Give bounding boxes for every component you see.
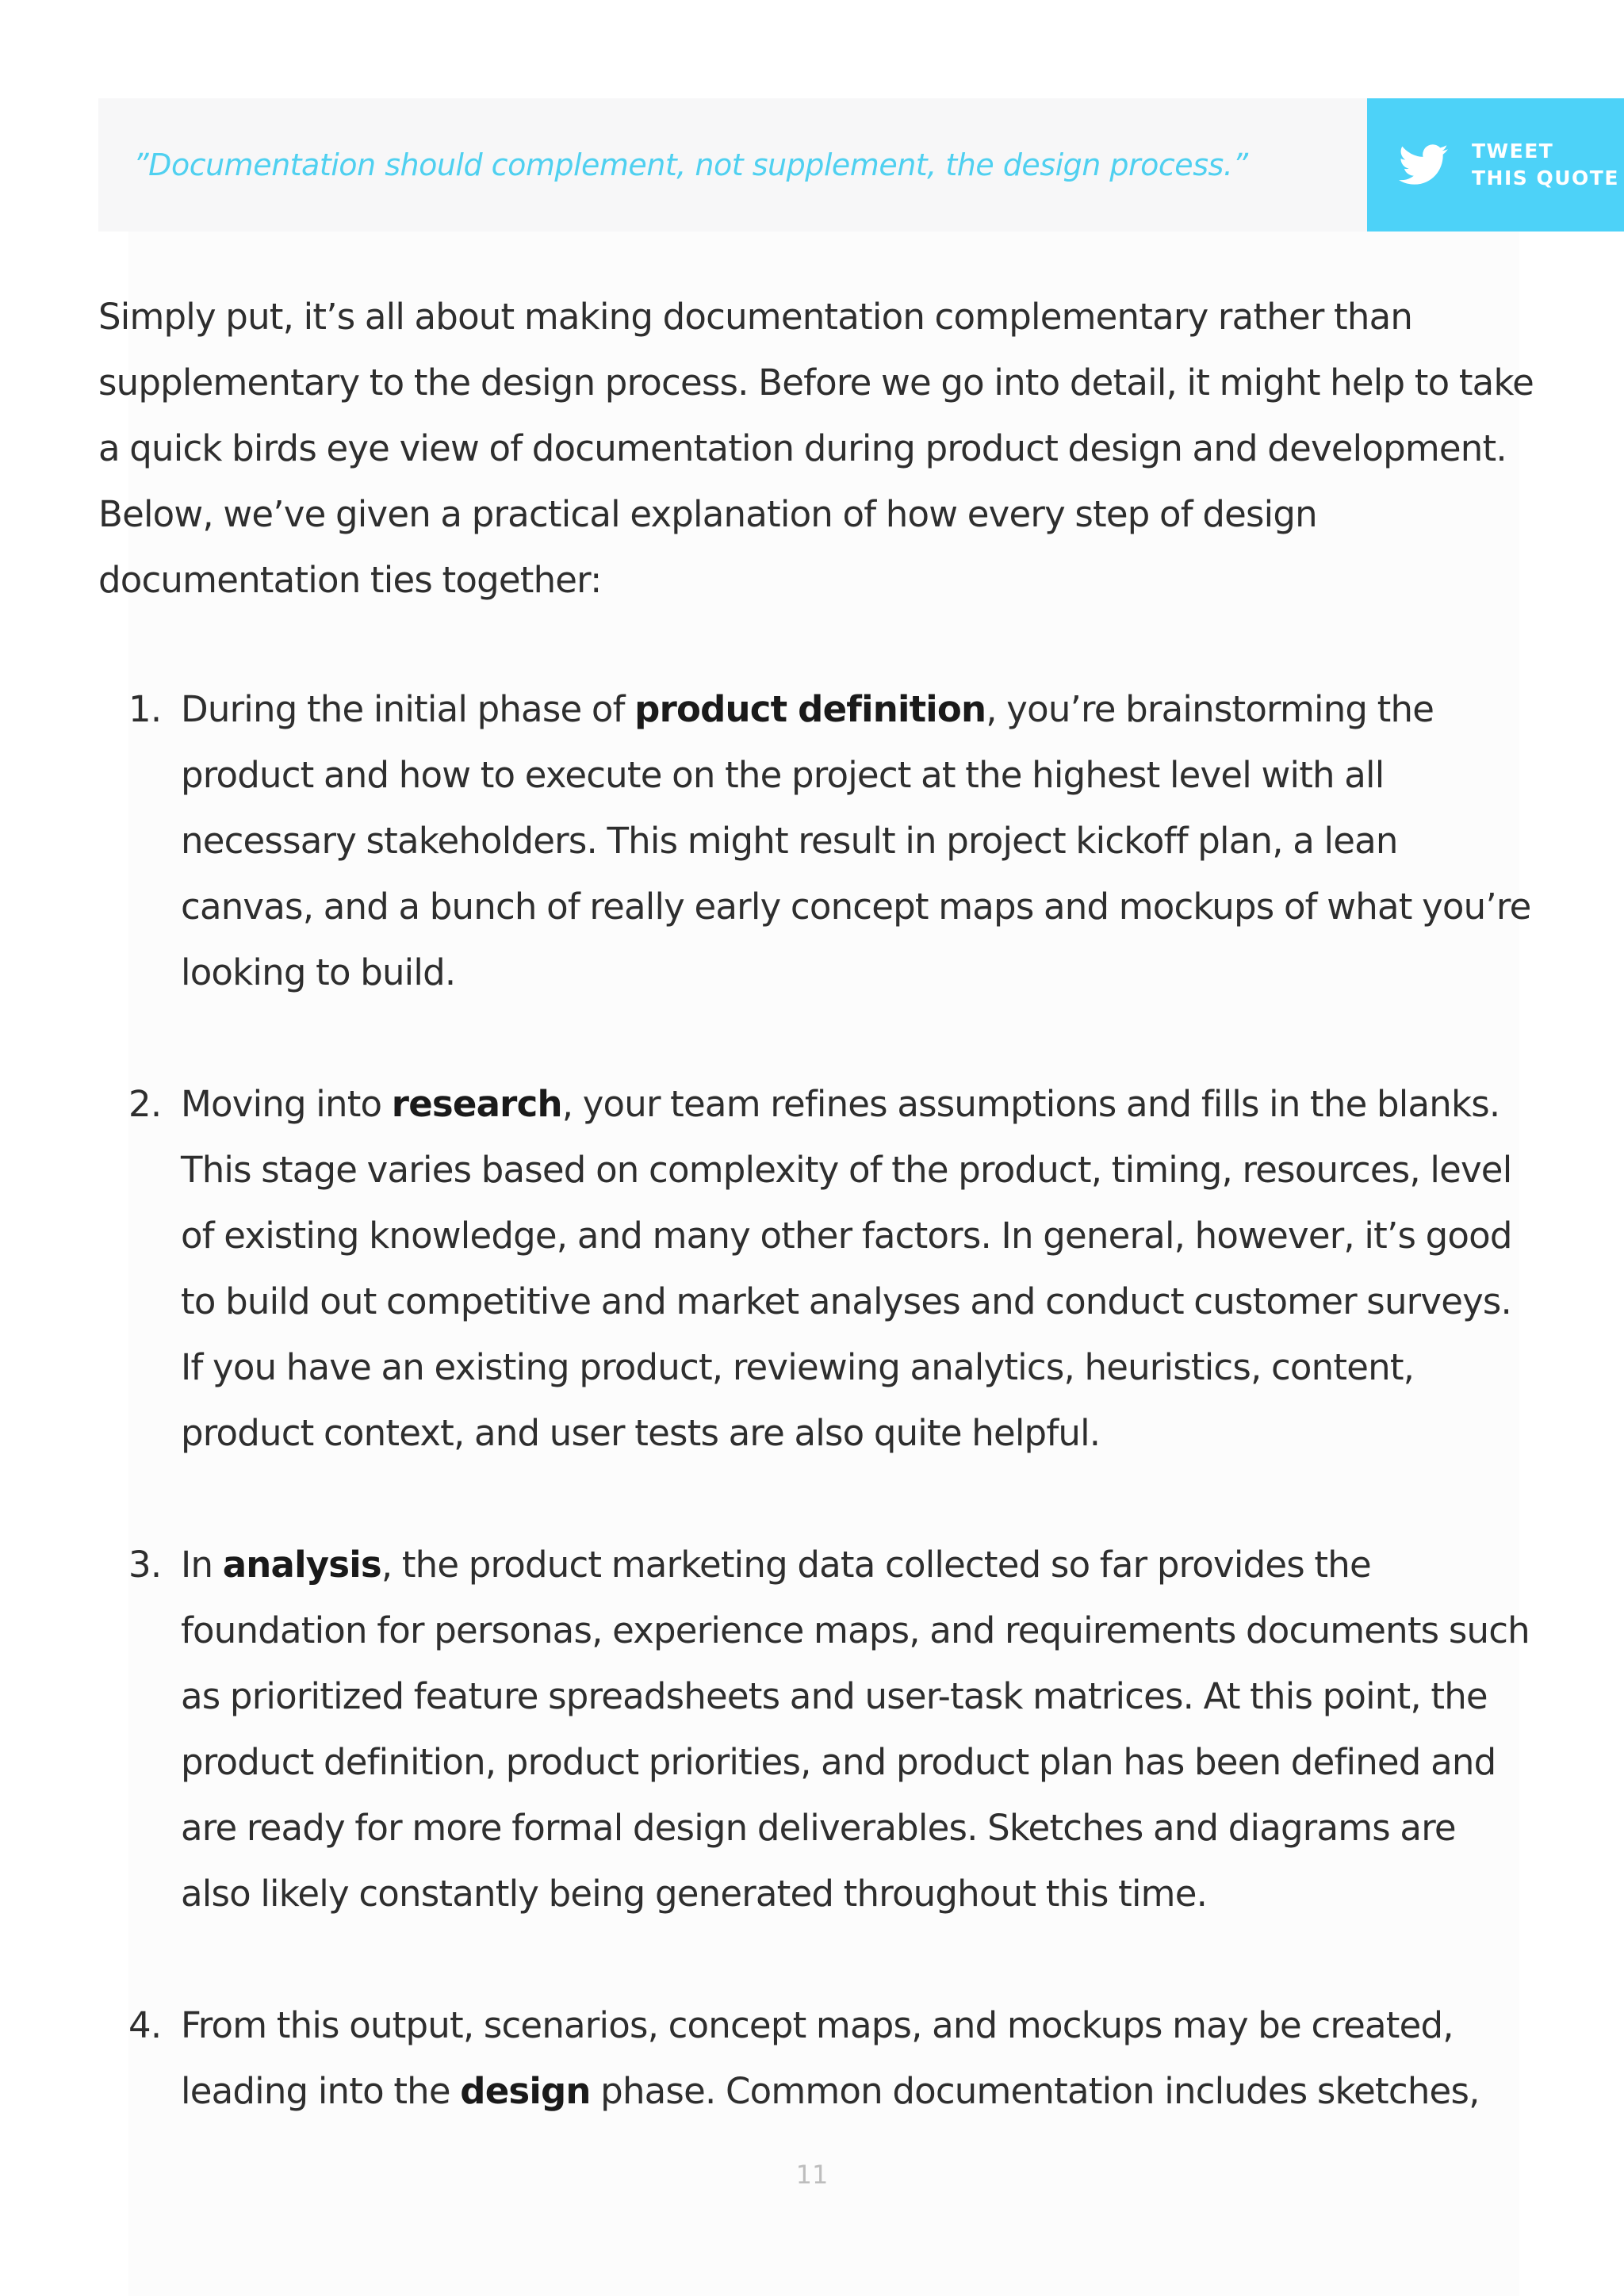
- step-item-design: [98, 1992, 1534, 2124]
- quote-text: ”Documentation should complement, not supplement, the design process.”: [133, 147, 1248, 182]
- step-item-product-definition: [98, 676, 1534, 1005]
- step-number: 2.: [128, 1083, 162, 1125]
- step-number: 1.: [128, 688, 162, 730]
- tweet-label-line1: TWEET: [1472, 140, 1554, 163]
- step-number: 3.: [128, 1544, 162, 1586]
- step-text-before: During the initial phase of: [181, 688, 635, 730]
- step-text-after: , you’re brainstorming the product and how to execute on the project at the highest level with all necessary stakeholders. This might result in project kickoff plan, a lean canvas, and a bunch of really early concept maps and mockups of what you’re looking to build.: [181, 688, 1531, 993]
- step-number: 4.: [128, 2004, 162, 2046]
- twitter-bird-icon: [1399, 144, 1448, 186]
- documentation-steps-list: [98, 676, 1534, 2190]
- step-keyword: product definition: [634, 688, 986, 730]
- step-text-before: Moving into: [181, 1083, 392, 1125]
- tweet-label-line2: THIS QUOTE: [1472, 166, 1619, 189]
- step-keyword: analysis: [222, 1544, 381, 1586]
- tweet-quote-label: [1472, 138, 1619, 192]
- step-keyword: design: [460, 2070, 591, 2112]
- pull-quote: [98, 98, 1367, 232]
- tweet-quote-button[interactable]: [1367, 98, 1624, 232]
- step-text-before: From this output, scenarios, concept maps, and mockups may be created, leading into the: [181, 2004, 1454, 2112]
- intro-paragraph: Simply put, it’s all about making documentation complementary rather than supplementary to the design process. Before we go into detail, it might help to take a quick birds eye view of documentation during product design and development. Below, we’ve given a practical explanation of how every step of design documentation ties together:: [98, 296, 1534, 601]
- page-number: 11: [795, 2160, 829, 2190]
- step-text-after: , your team refines assumptions and fills in the blanks. This stage varies based on complexity of the product, timing, resources, level of existing knowledge, and many other factors. In general, however, it’s good to build out competitive and market analyses and conduct customer surveys. If you have an existing product, reviewing analytics, heuristics, content, product context, and user tests are also quite helpful.: [181, 1083, 1512, 1454]
- step-keyword: research: [391, 1083, 562, 1125]
- step-item-research: [98, 1071, 1534, 1466]
- step-text-after: phase. Common documentation includes sketches,: [590, 2070, 1480, 2112]
- step-text-before: In: [181, 1544, 223, 1586]
- step-item-analysis: [98, 1532, 1534, 1927]
- step-text-after: , the product marketing data collected so far provides the foundation for personas, experience maps, and requirements documents such as prioritized feature spreadsheets and user-task matrices. At this point, the product definition, product priorities, and product plan has been defined and are ready for more formal design deliverables. Sketches and diagrams are also likely constantly being generated throughout this time.: [181, 1544, 1530, 1915]
